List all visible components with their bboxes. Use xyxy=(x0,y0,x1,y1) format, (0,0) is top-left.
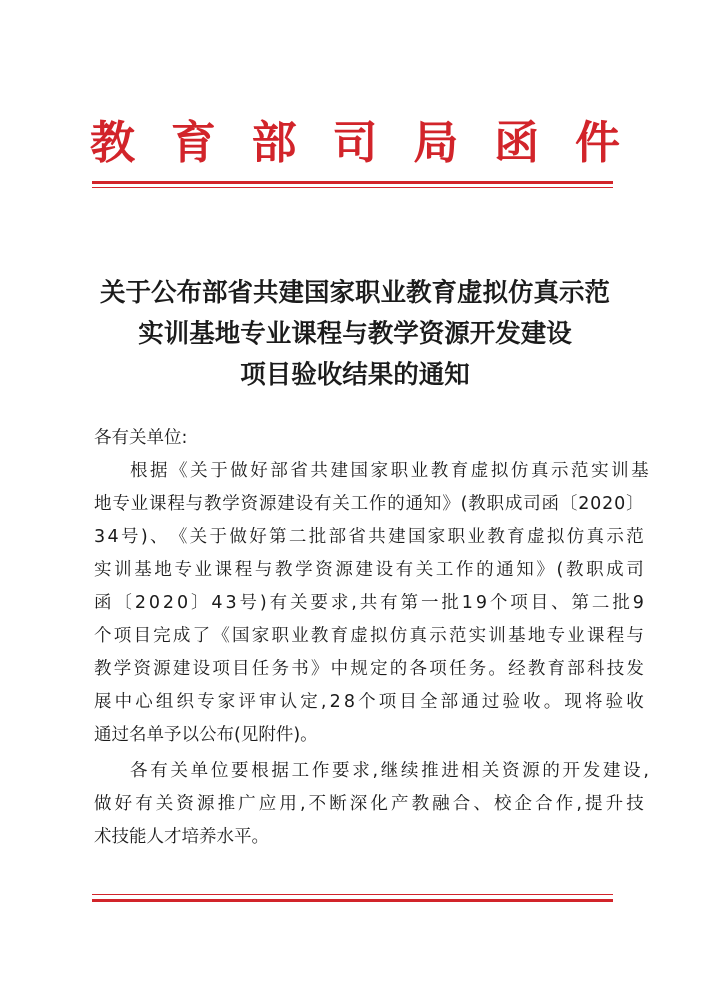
header-divider-thin xyxy=(92,187,613,188)
paragraph-1-line: 函 〔 2 0 2 0 〕 4 3 号 ) 有 关 要 求 , 共 有 第 一 批 1 9 个 项 目 、 第 二 批 9 xyxy=(94,593,644,613)
letterhead-char: 育 xyxy=(170,115,216,169)
footer-divider-thick xyxy=(92,899,613,902)
document-title-line-1: 关于公布部省共建国家职业教育虚拟仿真示范 xyxy=(99,278,610,308)
letterhead-char: 函 xyxy=(494,115,540,169)
letterhead-char: 部 xyxy=(251,115,297,169)
header-divider-thick xyxy=(92,181,613,184)
paragraph-2-line: 术技能人才培养水平。 xyxy=(94,827,269,847)
letterhead-char: 教 xyxy=(90,115,136,169)
letterhead-title xyxy=(90,112,620,172)
footer-divider-thin xyxy=(92,894,613,895)
paragraph-1-line: 地 专 业 课 程 与 教 学 资 源 建 设 有 关 工 作 的 通 知 》 ( 教 职 成 司 函 〔 2 0 2 0 〕 xyxy=(94,494,644,514)
paragraph-1-line: 实 训 基 地 专 业 课 程 与 教 学 资 源 建 设 有 关 工 作 的 通 知 》 ( 教 职 成 司 xyxy=(94,560,644,580)
paragraph-2-line: 各 有 关 单 位 要 根 据 工 作 要 求 , 继 续 推 进 相 关 资 源 的 开 发 建 设 , xyxy=(130,761,649,781)
paragraph-1-line: 根 据 《 关 于 做 好 部 省 共 建 国 家 职 业 教 育 虚 拟 仿 真 示 范 实 训 基 xyxy=(130,461,649,481)
paragraph-1-line: 3 4 号 ) 、 《 关 于 做 好 第 二 批 部 省 共 建 国 家 职 业 教 育 虚 拟 仿 真 示 范 xyxy=(94,527,644,547)
paragraph-1-line: 教 学 资 源 建 设 项 目 任 务 书 》 中 规 定 的 各 项 任 务 。 经 教 育 部 科 技 发 xyxy=(94,659,644,679)
letterhead-char: 司 xyxy=(332,115,378,169)
salutation: 各有关单位: xyxy=(94,428,188,448)
document-title-line-2: 实训基地专业课程与教学资源开发建设 xyxy=(138,319,572,349)
paragraph-1-line: 通过名单予以公布(见附件)。 xyxy=(94,725,318,745)
paragraph-1-line: 展 中 心 组 织 专 家 评 审 认 定 , 2 8 个 项 目 全 部 通 过 验 收 。 现 将 验 收 xyxy=(94,692,644,712)
paragraph-2-line: 做 好 有 关 资 源 推 广 应 用 , 不 断 深 化 产 教 融 合 、 校 企 合 作 , 提 升 技 xyxy=(94,794,644,814)
paragraph-1-line: 个 项 目 完 成 了 《 国 家 职 业 教 育 虚 拟 仿 真 示 范 实 训 基 地 专 业 课 程 与 xyxy=(94,626,644,646)
letterhead-char: 件 xyxy=(574,115,620,169)
letterhead-char: 局 xyxy=(413,115,459,169)
document-title-line-3: 项目验收结果的通知 xyxy=(240,360,470,390)
